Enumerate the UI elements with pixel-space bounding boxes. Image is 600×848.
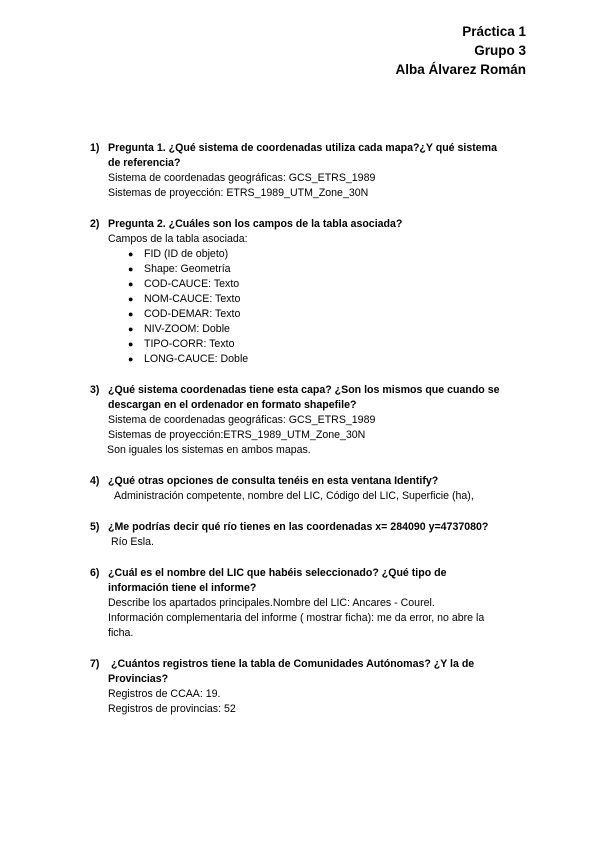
bullet-icon: ● (128, 294, 134, 304)
question-title-line: información tiene el informe? (108, 582, 257, 594)
question-number: 2) (90, 218, 100, 230)
question-title: ¿Me podrías decir qué río tienes en las coordenadas x= 284090 y=4737080? (108, 521, 489, 533)
answer-line: Sistemas de proyección: ETRS_1989_UTM_Zone_30N (108, 187, 369, 199)
list-item: ● NIV-ZOOM: Doble (128, 323, 230, 335)
answer-line: Información complementaria del informe ( mostrar ficha): me da error, no abre la (108, 612, 485, 624)
question-2 (90, 217, 530, 367)
field-list (128, 247, 530, 367)
question-title: Pregunta 2. ¿Cuáles son los campos de la tabla asociada? (108, 218, 403, 230)
question-number: 6) (90, 567, 100, 579)
question-7 (90, 657, 530, 717)
list-item: ● Shape: Geometría (128, 263, 231, 275)
question-1 (90, 141, 530, 201)
answer-line: Campos de la tabla asociada: (108, 233, 248, 245)
bullet-icon: ● (128, 339, 134, 349)
list-item: ● COD-CAUCE: Texto (128, 278, 240, 290)
question-number: 5) (90, 521, 100, 533)
question-title-line: Pregunta 1. ¿Qué sistema de coordenadas utiliza cada mapa?¿Y qué sistema (108, 142, 497, 154)
question-title-line: de referencia? (108, 157, 181, 169)
question-title-line: ¿Cuál es el nombre del LIC que habéis seleccionado? ¿Qué tipo de (108, 567, 447, 579)
answer-line: Describe los apartados principales.Nombre del LIC: Ancares - Courel. (108, 597, 435, 609)
question-title: ¿Qué otras opciones de consulta tenéis en esta ventana Identify? (108, 475, 439, 487)
bullet-icon: ● (128, 279, 134, 289)
question-title (108, 657, 530, 687)
answer-line: Río Esla. (111, 536, 154, 548)
question-6 (90, 566, 530, 641)
list-item: ● LONG-CAUCE: Doble (128, 353, 249, 365)
bullet-icon: ● (128, 324, 134, 334)
bullet-icon: ● (128, 309, 134, 319)
answer-line: Sistema de coordenadas geográficas: GCS_ETRS_1989 (108, 172, 376, 184)
question-title-line: Provincias? (108, 673, 169, 685)
group-label: Grupo 3 (474, 43, 526, 58)
bullet-icon: ● (128, 354, 134, 364)
list-item: ● NOM-CAUCE: Texto (128, 293, 241, 305)
document-header (395, 22, 526, 79)
answer-line: ficha. (108, 627, 134, 639)
question-5 (90, 520, 530, 550)
list-item: ● FID (ID de objeto) (128, 248, 229, 260)
question-title (108, 383, 530, 413)
bullet-icon: ● (128, 249, 134, 259)
bullet-icon: ● (128, 264, 134, 274)
answer-line: Sistema de coordenadas geográficas: GCS_ETRS_1989 (108, 414, 376, 426)
answer-line: Administración competente, nombre del LIC, Código del LIC, Superficie (ha), (114, 490, 474, 502)
question-title-line: ¿Cuántos registros tiene la tabla de Comunidades Autónomas? ¿Y la de (111, 658, 475, 670)
author-name: Alba Álvarez Román (395, 62, 526, 77)
answer-line: Registros de provincias: 52 (108, 703, 236, 715)
list-item: ● COD-DEMAR: Texto (128, 308, 241, 320)
question-number: 7) (90, 658, 100, 670)
question-4 (90, 474, 530, 504)
question-3 (90, 383, 530, 458)
answer-line: Son iguales los sistemas en ambos mapas. (107, 444, 311, 456)
question-list (90, 141, 530, 717)
question-title (108, 566, 530, 596)
question-title-line: ¿Qué sistema coordenadas tiene esta capa? ¿Son los mismos que cuando se (108, 384, 500, 396)
question-number: 1) (90, 142, 100, 154)
practice-title: Práctica 1 (462, 24, 526, 39)
answer-line: Sistemas de proyección:ETRS_1989_UTM_Zone_30N (108, 429, 366, 441)
answer-line: Registros de CCAA: 19. (108, 688, 221, 700)
list-item: ● TIPO-CORR: Texto (128, 338, 235, 350)
question-title-line: descargan en el ordenador en formato shapefile? (108, 399, 357, 411)
question-number: 3) (90, 384, 100, 396)
question-number: 4) (90, 475, 100, 487)
question-title (108, 141, 530, 171)
